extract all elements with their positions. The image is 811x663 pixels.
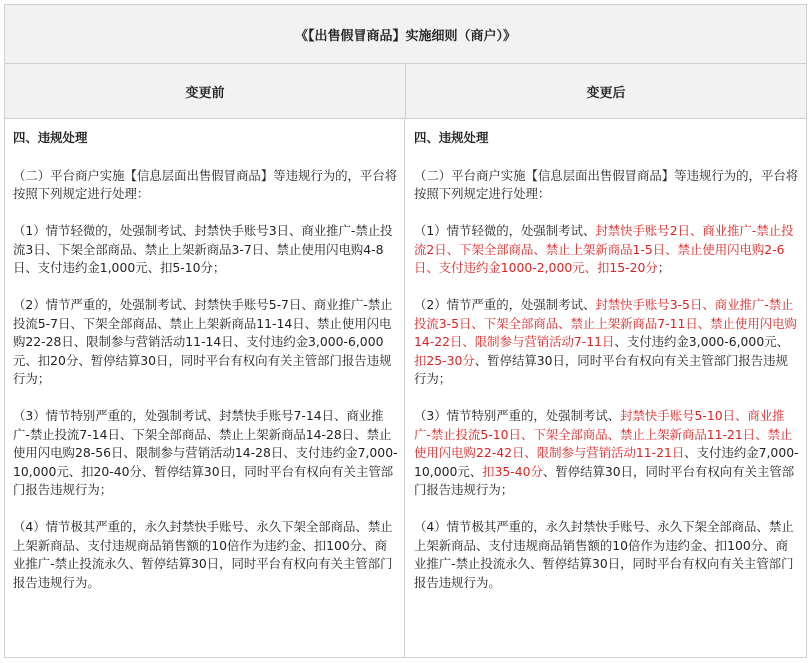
- text-segment: 、暂停结算30日，同时平台有权向有关主管部门报告违规行为；: [414, 463, 795, 497]
- rule-item-1-after: [414, 222, 800, 278]
- rule-item-3-after: [414, 407, 800, 500]
- changed-text: 封禁快手账号3-5日、商业推广-禁止投流3-5日、下架全部商品、禁止上架新商品7-11日、禁止使用闪电购14-22日、限制参与营销活动7-11日: [414, 297, 797, 349]
- comparison-table: [4, 4, 807, 658]
- table-title: 《【出售假冒商品】实施细则（商户）》: [5, 5, 806, 64]
- changed-text: 封禁快手账号5-10日、商业推广-禁止投流5-10日、下架全部商品、禁止上架新商品11-21日、禁止使用闪电购22-42日、限制参与营销活动11-21日: [414, 408, 793, 460]
- text-segment: （1）情节轻微的，处强制考试、: [414, 223, 596, 238]
- text-segment: 、支付违约金3,000-6,000元、: [614, 334, 789, 349]
- text-segment: （3）情节特别严重的，处强制考试、: [414, 408, 621, 423]
- changed-text: 封禁快手账号2日、商业推广-禁止投流2日、下架全部商品、禁止上架新商品1-5日、禁止使用闪电购2-6日、支付违约金1000-2,000元、扣15-20分: [414, 223, 794, 275]
- changed-text: 扣25-30分: [414, 352, 475, 368]
- column-header-after: 变更后: [586, 85, 626, 101]
- section-title-after: 四、违规处理: [414, 130, 489, 145]
- rule-item-2-before: （2）情节严重的，处强制考试、封禁快手账号5-7日、商业推广-禁止投流5-7日、下架全部商品、禁止上架新商品11-14日、禁止使用闪电购22-28日、限制参与营销活动11-14日、支付违约金3,000-6,000元、扣20分、暂停结算30日，同时平台有权向有关主管部门报告违规行为；: [13, 297, 393, 386]
- intro-paragraph-before: （二）平台商户实施【信息层面出售假冒商品】等违规行为的，平台将按照下列规定进行处理：: [13, 167, 398, 201]
- text-segment: （2）情节严重的，处强制考试、: [414, 297, 596, 312]
- header-row: [5, 64, 806, 119]
- column-header-before: 变更前: [5, 64, 406, 118]
- text-segment: 、暂停结算30日，同时平台有权向有关主管部门报告违规行为；: [414, 352, 788, 386]
- rule-item-4-after: （4）情节极其严重的，永久封禁快手账号、永久下架全部商品、禁止上架新商品、支付违规商品销售额的10倍作为违约金、扣100分、商业推广-禁止投流永久、暂停结算30日，同时平台有权向有关主管部门报告违规行为。: [414, 519, 794, 590]
- intro-paragraph-after: （二）平台商户实施【信息层面出售假冒商品】等违规行为的，平台将按照下列规定进行处理：: [414, 167, 799, 201]
- text-segment: 、支付违约金7,000-10,000元、: [414, 445, 799, 479]
- rule-item-2-after: [414, 296, 800, 389]
- rule-item-4-before: （4）情节极其严重的，永久封禁快手账号、永久下架全部商品、禁止上架新商品、支付违规商品销售额的10倍作为违约金、扣100分、商业推广-禁止投流永久、暂停结算30日，同时平台有权向有关主管部门报告违规行为。: [13, 519, 393, 590]
- rule-item-3-before: （3）情节特别严重的，处强制考试、封禁快手账号7-14日、商业推广-禁止投流7-14日、下架全部商品、禁止上架新商品14-28日、禁止使用闪电购28-56日、限制参与营销活动14-28日、支付违约金7,000-10,000元、扣20-40分、暂停结算30日，同时平台有权向有关主管部门报告违规行为；: [13, 408, 398, 497]
- rule-item-1-before: （1）情节轻微的，处强制考试、封禁快手账号3日、商业推广-禁止投流3日、下架全部商品、禁止上架新商品3-7日、禁止使用闪电购4-8日、支付违约金1,000元、扣5-10分；: [13, 223, 393, 275]
- text-segment: ；: [657, 260, 671, 275]
- section-title-before: 四、违规处理: [13, 130, 88, 145]
- before-column: [5, 119, 405, 658]
- after-column: [406, 119, 806, 658]
- changed-text: 扣35-40分: [482, 463, 543, 479]
